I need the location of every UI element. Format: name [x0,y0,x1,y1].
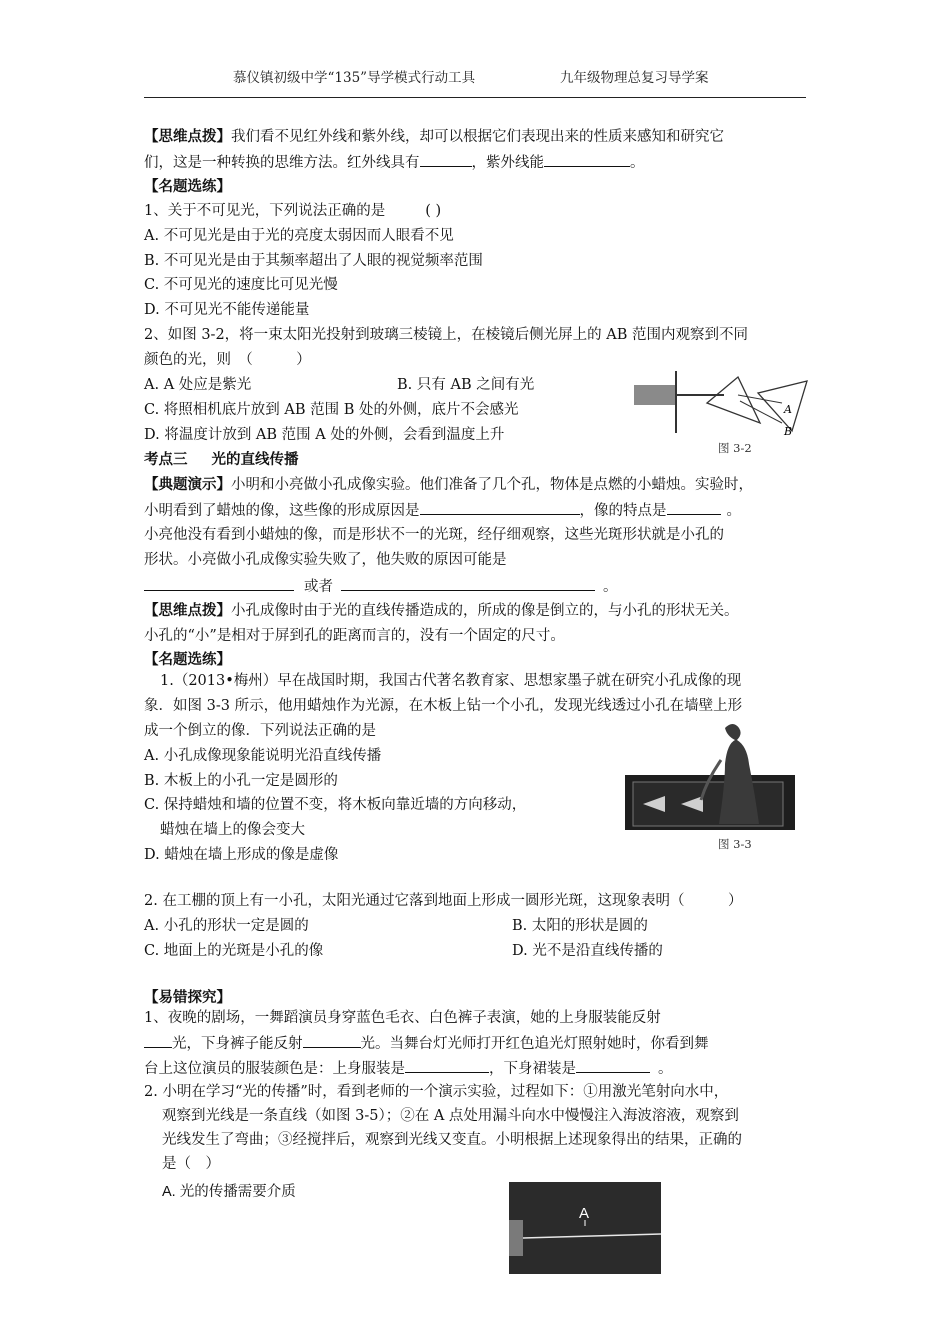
option-c[interactable]: C. 不可见光的速度比可见光慢 [144,277,338,293]
stem-text: 台上这位演员的服装颜色是：上身服装是 [144,1061,405,1077]
fill-blank[interactable] [303,1031,361,1048]
demo-line-1 [144,473,753,497]
fill-blank[interactable] [144,1031,172,1048]
header-course: 九年级物理总复习导学案 [560,70,709,86]
option-a[interactable]: A. 小孔的形状一定是圆的 [144,918,309,934]
question-stem: 是（ ） [162,1156,220,1172]
tip-text: 们，这是一种转换的思维方法。红外线具有 [144,155,420,171]
mozi-figure [719,724,759,824]
fill-blank[interactable] [144,574,294,591]
stem-text: ，下身裙装是 [489,1061,576,1077]
demo-text: ，像的特点是 [579,503,667,519]
header-school: 慕仪镇初级中学“135”导学模式行动工具 [233,70,476,86]
question-stem: 光线发生了弯曲；③经搅拌后，观察到光线又变直。小明根据上述现象得出的结果，正确的 [162,1132,742,1148]
tip-tag: 【思维点拨】 [144,128,231,145]
figure-caption: 图 3-3 [718,837,752,851]
demo-text: 小明和小亮做小孔成像实验。他们准备了几个孔，物体是点燃的小蜡烛。实验时， [231,477,753,493]
demo-text: 。 [603,579,618,595]
prism [707,377,760,423]
option-d[interactable]: D. 光不是沿直线传播的 [512,943,663,959]
demo-line-2 [144,498,741,523]
tip-line-1 [144,599,739,623]
demo-tag: 【典题演示】 [144,476,231,493]
demo-line-5 [144,574,618,599]
option-d[interactable]: D. 蜡烛在墙上形成的像是虚像 [144,847,339,863]
fill-blank[interactable] [576,1056,650,1073]
option-d[interactable]: D. 将温度计放到 AB 范围 A 处的外侧，会看到温度上升 [144,427,505,443]
option-c[interactable]: C. 将照相机底片放到 AB 范围 B 处的外侧，底片不会感光 [144,402,519,418]
water-tank [509,1182,661,1274]
option-c[interactable]: C. 保持蜡烛和墙的位置不变，将木板向靠近墙的方向移动， [144,797,527,813]
question-stem: 成一个倒立的像．下列说法正确的是 [144,723,376,739]
option-a[interactable]: A. 光的传播需要介质 [162,1184,296,1200]
section-label: 考点三 [144,451,188,468]
option-a[interactable]: A. 不可见光是由于光的亮度太弱因而人眼看不见 [144,228,454,244]
option-c-continued: 蜡烛在墙上的像会变大 [160,822,305,838]
question-stem: 2. 小明在学习“光的传播”时，看到老师的一个演示实验，过程如下：①用激光笔射向水中， [144,1084,729,1100]
laser-figure [509,1182,661,1274]
answer-bracket[interactable]: ( ) [425,203,442,219]
option-c[interactable]: C. 地面上的光斑是小孔的像 [144,943,324,959]
laser-pointer [509,1220,523,1256]
tip-line-2: 小孔的“小”是相对于屏到孔的距离而言的，没有一个固定的尺寸。 [144,628,565,644]
label-b: B [784,425,793,438]
question-stem: 1.（2013•梅州）早在战国时期，我国古代著名教育家、思想家墨子就在研究小孔成像的现 [160,673,742,689]
question-stem: 象．如图 3-3 所示，他用蜡烛作为光源，在木板上钻一个小孔，发现光线透过小孔在墙壁上形 [144,698,743,714]
fill-blank[interactable] [420,498,580,515]
section-title: 【易错探究】 [144,989,231,1006]
question-stem: 观察到光线是一条直线（如图 3-5）；②在 A 点处用漏斗向水中慢慢注入海波溶液，观察到 [162,1108,739,1124]
demo-text: 。 [726,503,741,519]
demo-text: 或者 [304,579,333,595]
header-rule [144,97,806,98]
stem-text: 光。当舞台灯光师打开红色追光灯照射她时，你看到舞 [360,1036,709,1052]
point-a-label: A [579,1205,590,1222]
option-b[interactable]: B. 只有 AB 之间有光 [397,377,535,393]
tip-text: 小孔成像时由于光的直线传播造成的，所成的像是倒立的，与小孔的形状无关。 [231,603,739,619]
demo-line-4: 形状。小亮做小孔成像实验失败了，他失败的原因可能是 [144,552,507,568]
demo-line-3: 小亮他没有看到小蜡烛的像，而是形状不一的光斑，经仔细观察，这些光斑形状就是小孔的 [144,527,724,543]
tip-tag: 【思维点拨】 [144,602,231,619]
question-stem: 2. 在工棚的顶上有一小孔，太阳光通过它落到地面上形成一圆形光斑，这现象表明（ ） [144,893,743,909]
option-a[interactable]: A. A 处应是紫光 [144,377,252,393]
option-d[interactable]: D. 不可见光不能传递能量 [144,302,310,318]
fill-blank[interactable] [341,574,595,591]
question-stem: 2、如图 3-2，将一束太阳光投射到玻璃三棱镜上，在棱镜后侧光屏上的 AB 范围内观察到不同 [144,327,749,343]
question-stem [144,199,441,223]
fill-blank[interactable] [420,150,472,167]
label-a: A [784,403,792,416]
stem-text: 1、关于不可见光，下列说法正确的是 [144,203,386,219]
question-line-2 [144,1031,709,1056]
fill-blank[interactable] [405,1056,489,1073]
prism-figure [632,363,832,443]
question-stem: 颜色的光，则 （ ） [144,352,311,368]
light-source [634,385,676,405]
tip-text: ，紫外线能 [471,155,544,171]
tip-text: 我们看不见红外线和紫外线，却可以根据它们表现出来的性质来感知和研究它 [231,129,724,145]
tip-line-2 [144,150,645,175]
section-title: 【名题选练】 [144,178,231,195]
stem-text: 光，下身裤子能反射 [172,1036,303,1052]
option-b[interactable]: B. 太阳的形状是圆的 [512,918,648,934]
section-heading [144,448,299,472]
section-title: 【名题选练】 [144,651,231,668]
option-b[interactable]: B. 不可见光是由于其频率超出了人眼的视觉频率范围 [144,253,483,269]
demo-text: 小明看到了蜡烛的像，这些像的形成原因是 [144,503,420,519]
option-b[interactable]: B. 木板上的小孔一定是圆形的 [144,773,338,789]
pinhole-figure [625,720,795,830]
fill-blank[interactable] [544,150,630,167]
section-title: 光的直线传播 [211,451,299,468]
screen [758,381,807,431]
figure-caption: 图 3-2 [718,441,752,455]
fill-blank[interactable] [667,498,721,515]
option-a[interactable]: A. 小孔成像现象能说明光沿直线传播 [144,748,382,764]
question-stem: 1、夜晚的剧场，一舞蹈演员身穿蓝色毛衣、白色裤子表演，她的上身服装能反射 [144,1010,661,1026]
stem-text: 。 [658,1061,673,1077]
tip-line-1 [144,125,724,149]
tip-text: 。 [630,155,645,171]
question-line-3 [144,1056,673,1081]
